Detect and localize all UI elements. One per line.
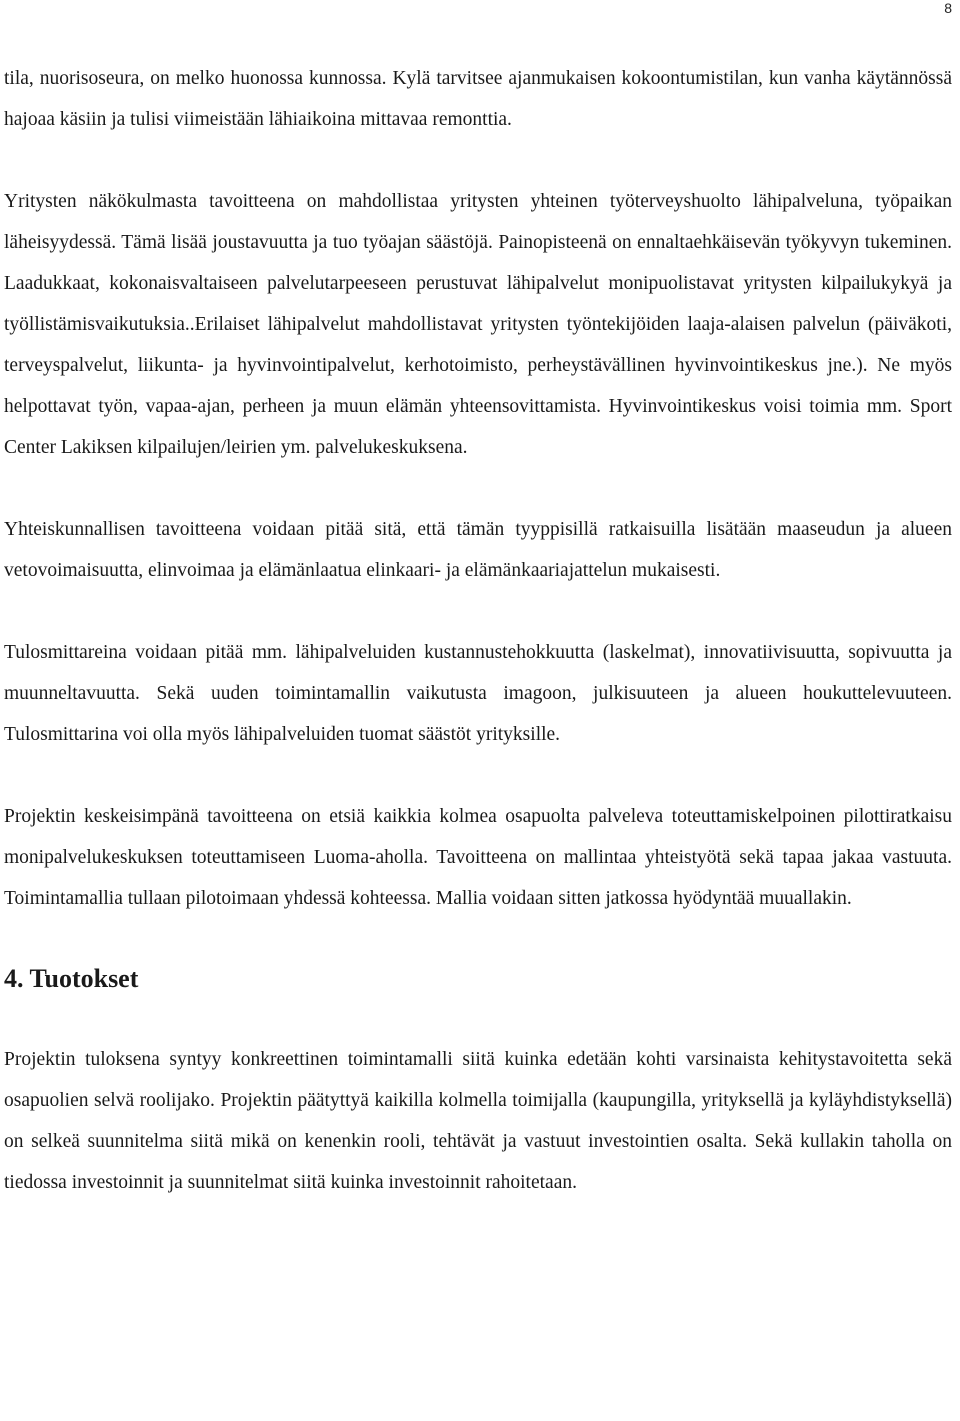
document-body bbox=[4, 58, 952, 1203]
paragraph-result-metrics: Tulosmittareina voidaan pitää mm. lähipalveluiden kustannustehokkuutta (laskelmat), innovatiivisuutta, sopivuutta ja muunneltavuutta. Sekä uuden toimintamallin vaikutusta imagoon, julkisuuteen ja alueen houkuttelevuuteen. Tulosmittarina voi olla myös lähipalveluiden tuomat säästöt yrityksille. bbox=[4, 642, 952, 745]
paragraph-project-results: Projektin tuloksena syntyy konkreettinen toimintamalli siitä kuinka edetään kohti varsinaista kehitystavoitetta sekä osapuolien selvä roolijako. Projektin päätyttyä kaikilla kolmella toimijalla (kaupungilla, yrityksellä ja kyläyhdistyksellä) on selkeä suunnitelma siitä mikä on kenenkin rooli, tehtävät ja vastuut investointien osalta. Sekä kullakin taholla on tiedossa investoinnit ja suunnitelmat siitä kuinka investoinnit rahoitetaan. bbox=[4, 1049, 952, 1193]
paragraph-project-main-goal: Projektin keskeisimpänä tavoitteena on etsiä kaikkia kolmea osapuolta palveleva toteuttamiskelpoinen pilottiratkaisu monipalvelukeskuksen toteuttamiseen Luoma-aholla. Tavoitteena on mallintaa yhteistyötä sekä tapaa jakaa vastuuta. Toimintamallia tullaan pilotoimaan yhdessä kohteessa. Mallia voidaan sitten jatkossa hyödyntää muuallakin. bbox=[4, 806, 952, 909]
paragraph-societal-goals: Yhteiskunnallisen tavoitteena voidaan pitää sitä, että tämän tyyppisillä ratkaisuilla lisätään maaseudun ja alueen vetovoimaisuutta, elinvoimaa ja elämänlaatua elinkaari- ja elämänkaariajattelun mukaisesti. bbox=[4, 519, 952, 581]
section-heading-outputs: 4. Tuotokset bbox=[4, 964, 139, 993]
page-number: 8 bbox=[944, 0, 952, 16]
paragraph-village-hall: tila, nuorisoseura, on melko huonossa kunnossa. Kylä tarvitsee ajanmukaisen kokoontumistilan, kun vanha käytännössä hajoaa käsiin ja tulisi viimeistään lähiaikoina mittavaa remonttia. bbox=[4, 68, 952, 130]
paragraph-business-goals: Yritysten näkökulmasta tavoitteena on mahdollistaa yritysten yhteinen työterveyshuolto lähipalveluna, työpaikan läheisyydessä. Tämä lisää joustavuutta ja tuo työajan säästöjä. Painopisteenä on ennaltaehkäisevän työkyvyn tukeminen. Laadukkaat, kokonaisvaltaiseen palvelutarpeeseen perustuvat lähipalvelut monipuolistavat yritysten kilpailukykyä ja työllistämisvaikutuksia..Erilaiset lähipalvelut mahdollistavat yritysten työntekijöiden laaja-alaisen palvelun (päiväkoti, terveyspalvelut, liikunta- ja hyvinvointipalvelut, kerhotoimisto, perheystävällinen hyvinvointikeskus jne.). Ne myös helpottavat työn, vapaa-ajan, perheen ja muun elämän yhteensovittamista. Hyvinvointikeskus voisi toimia mm. Sport Center Lakiksen kilpailujen/leirien ym. palvelukeskuksena. bbox=[4, 191, 952, 458]
